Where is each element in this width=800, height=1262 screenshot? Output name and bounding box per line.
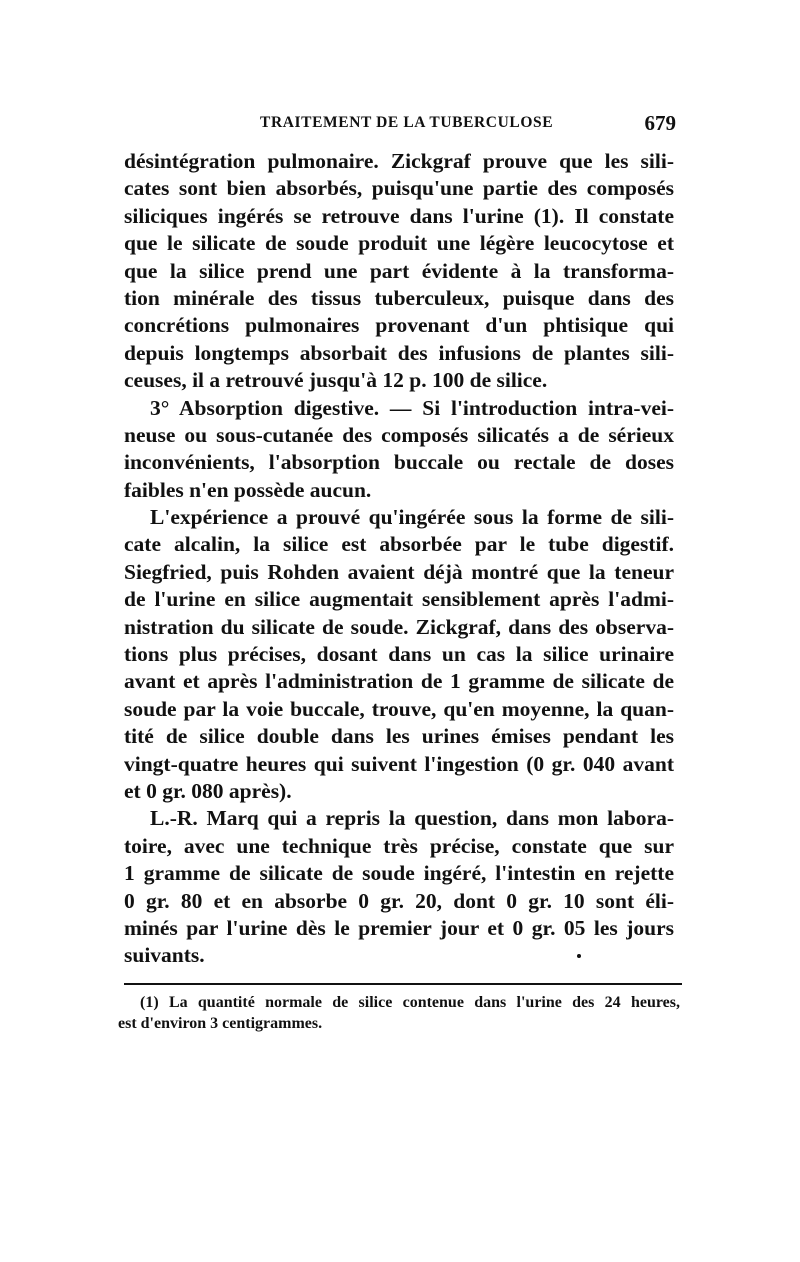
text-line: suivants. [124, 943, 205, 968]
text-line: 3° Absorption digestive. — Si l'introduction intra-vei- [150, 395, 674, 420]
text-line: 0 gr. 80 et en absorbe 0 gr. 20, dont 0 gr. 10 sont éli- [124, 888, 674, 913]
text-line: tité de silice double dans les urines émises pendant les [124, 724, 674, 749]
running-header [124, 111, 682, 136]
footnote-line: (1) La quantité normale de silice contenue dans l'urine des 24 heures, [140, 994, 680, 1011]
text-line: vingt-quatre heures qui suivent l'ingestion (0 gr. 040 avant [124, 751, 674, 776]
footnote [118, 992, 680, 1034]
text-line: nistration du silicate de soude. Zickgraf, dans des observa- [124, 614, 674, 639]
footnote-line: est d'environ 3 centigrammes. [118, 1015, 323, 1032]
body-text [124, 148, 674, 970]
text-line: depuis longtemps absorbait des infusions de plantes sili- [124, 340, 674, 365]
text-line: de l'urine en silice augmentait sensiblement après l'admi- [124, 587, 674, 612]
text-line: siliciques ingérés se retrouve dans l'urine (1). Il constate [124, 203, 674, 228]
text-line: 1 gramme de silicate de soude ingéré, l'intestin en rejette [124, 861, 674, 886]
text-line: tions plus précises, dosant dans un cas la silice urinaire [124, 642, 674, 667]
text-line: L.-R. Marq qui a repris la question, dans mon labora- [150, 806, 674, 831]
text-line: concrétions pulmonaires provenant d'un phtisique qui [124, 313, 674, 338]
text-line: minés par l'urine dès le premier jour et 0 gr. 05 les jours [124, 915, 674, 940]
text-line: ceuses, il a retrouvé jusqu'à 12 p. 100 de silice. [124, 368, 548, 393]
text-line: L'expérience a prouvé qu'ingérée sous la forme de sili- [150, 505, 674, 530]
footnote-rule [124, 983, 682, 985]
text-line: faibles n'en possède aucun. [124, 477, 372, 502]
stray-dot [577, 954, 581, 958]
text-line: tion minérale des tissus tuberculeux, puisque dans des [124, 285, 674, 310]
text-line: soude par la voie buccale, trouve, qu'en moyenne, la quan- [124, 696, 674, 721]
text-line: cate alcalin, la silice est absorbée par le tube digestif. [124, 532, 674, 557]
text-line: Siegfried, puis Rohden avaient déjà montré que la teneur [124, 559, 674, 584]
text-line: que le silicate de soude produit une légère leucocytose et [124, 231, 674, 256]
running-title: TRAITEMENT DE LA TUBERCULOSE [260, 114, 554, 131]
page-number: 679 [644, 111, 676, 135]
text-line: toire, avec une technique très précise, constate que sur [124, 833, 674, 858]
text-line: avant et après l'administration de 1 gramme de silicate de [124, 669, 674, 694]
text-line: cates sont bien absorbés, puisqu'une partie des composés [124, 176, 674, 201]
text-line: que la silice prend une part évidente à la transforma- [124, 258, 674, 283]
text-line: désintégration pulmonaire. Zickgraf prouve que les sili- [124, 149, 674, 173]
text-line: et 0 gr. 080 après). [124, 778, 292, 803]
text-line: neuse ou sous-cutanée des composés silicatés a de sérieux [124, 422, 674, 447]
text-line: inconvénients, l'absorption buccale ou rectale de doses [124, 450, 674, 475]
